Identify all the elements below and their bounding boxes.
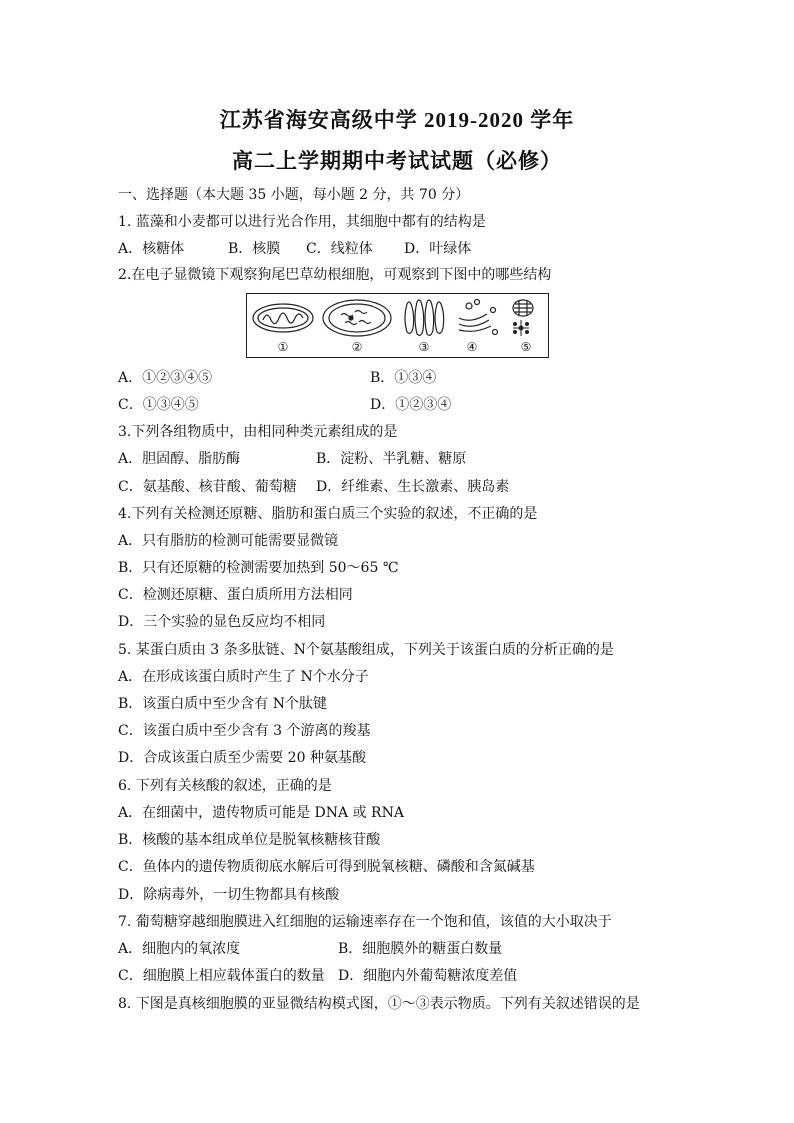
figure-label-3: ③ — [418, 340, 430, 354]
question-5-option-a: A．在形成该蛋白质时产生了 N个水分子 — [118, 669, 369, 685]
question-5-option-d: D．合成该蛋白质至少需要 20 种氨基酸 — [118, 750, 366, 766]
figure-label-2: ② — [351, 340, 363, 354]
page-title-line2: 高二上学期期中考试试题（必修） — [232, 149, 562, 173]
question-5-stem: 5. 某蛋白质由 3 条多肽链、N个氨基酸组成，下列关于该蛋白质的分析正确的是 — [118, 642, 614, 658]
endoplasmic-reticulum-icon — [405, 300, 444, 335]
question-3-stem: 3.下列各组物质中，由相同种类元素组成的是 — [118, 424, 398, 440]
question-3-option-d: D．纤维素、生长激素、胰岛素 — [316, 479, 510, 495]
question-1-option-d: D．叶绿体 — [404, 241, 472, 257]
question-6-option-a: A．在细菌中，遗传物质可能是 DNA 或 RNA — [118, 805, 404, 821]
question-1-option-a: A．核糖体 — [118, 241, 185, 257]
question-4-option-b: B．只有还原糖的检测需要加热到 50～65 ℃ — [118, 560, 399, 576]
golgi-apparatus-icon — [459, 300, 498, 335]
question-2-option-a: A．①②③④⑤ — [118, 370, 213, 386]
question-6-option-c: C．鱼体内的遗传物质彻底水解后可得到脱氧核糖、磷酸和含氮碱基 — [118, 859, 535, 875]
figure-label-4: ④ — [466, 340, 478, 354]
question-3-option-c: C．氨基酸、核苷酸、葡萄糖 — [118, 479, 297, 495]
mitochondrion-icon — [253, 304, 313, 332]
question-3-option-a: A．胆固醇、脂肪酶 — [118, 451, 241, 467]
question-1-option-b: B．核膜 — [228, 241, 281, 257]
question-2-option-c: C．①③④⑤ — [118, 397, 199, 413]
question-2-stem: 2.在电子显微镜下观察狗尾巴草幼根细胞，可观察到下图中的哪些结构 — [118, 267, 552, 283]
question-6-stem: 6. 下列有关核酸的叙述，正确的是 — [118, 778, 332, 794]
question-5-option-c: C．该蛋白质中至少含有 3 个游离的羧基 — [118, 723, 371, 739]
question-7-stem: 7. 葡萄糖穿越细胞膜进入红细胞的运输速率存在一个饱和值，该值的大小取决于 — [118, 914, 612, 930]
question-4-option-a: A．只有脂肪的检测可能需要显微镜 — [118, 533, 339, 549]
question-4-option-d: D．三个实验的显色反应均不相同 — [118, 614, 326, 630]
nucleus-icon — [323, 300, 391, 336]
question-2-option-b: B．①③④ — [370, 370, 437, 386]
centriole-icon — [513, 320, 529, 336]
figure-label-5: ⑤ — [520, 340, 532, 354]
question-6-option-d: D．除病毒外，一切生物都具有核酸 — [118, 887, 340, 903]
question-2-option-d: D．①②③④ — [370, 397, 452, 413]
question-7-option-a: A．细胞内的氧浓度 — [118, 941, 241, 957]
cell-structures-figure — [246, 293, 549, 358]
question-5-option-b: B．该蛋白质中至少含有 N个肽键 — [118, 696, 327, 712]
question-1-stem: 1. 蓝藻和小麦都可以进行光合作用，其细胞中都有的结构是 — [118, 214, 486, 230]
question-8-stem: 8. 下图是真核细胞膜的亚显微结构模式图，①～③表示物质。下列有关叙述错误的是 — [118, 996, 640, 1012]
question-6-option-b: B．核酸的基本组成单位是脱氧核糖核苷酸 — [118, 832, 381, 848]
question-7-option-b: B．细胞膜外的糖蛋白数量 — [338, 941, 503, 957]
question-1-option-c: C．线粒体 — [306, 241, 373, 257]
chloroplast-icon — [513, 300, 533, 316]
question-4-option-c: C．检测还原糖、蛋白质所用方法相同 — [118, 587, 353, 603]
question-4-stem: 4.下列有关检测还原糖、脂肪和蛋白质三个实验的叙述，不正确的是 — [118, 506, 538, 522]
question-3-option-b: B．淀粉、半乳糖、糖原 — [316, 451, 467, 467]
question-7-option-d: D．细胞内外葡萄糖浓度差值 — [338, 968, 518, 984]
question-7-option-c: C．细胞膜上相应载体蛋白的数量 — [118, 968, 325, 984]
figure-label-1: ① — [277, 340, 289, 354]
page-title-line1: 江苏省海安高级中学 2019-2020 学年 — [219, 108, 575, 132]
section-heading: 一、选择题（本大题 35 小题，每小题 2 分，共 70 分） — [118, 187, 470, 203]
